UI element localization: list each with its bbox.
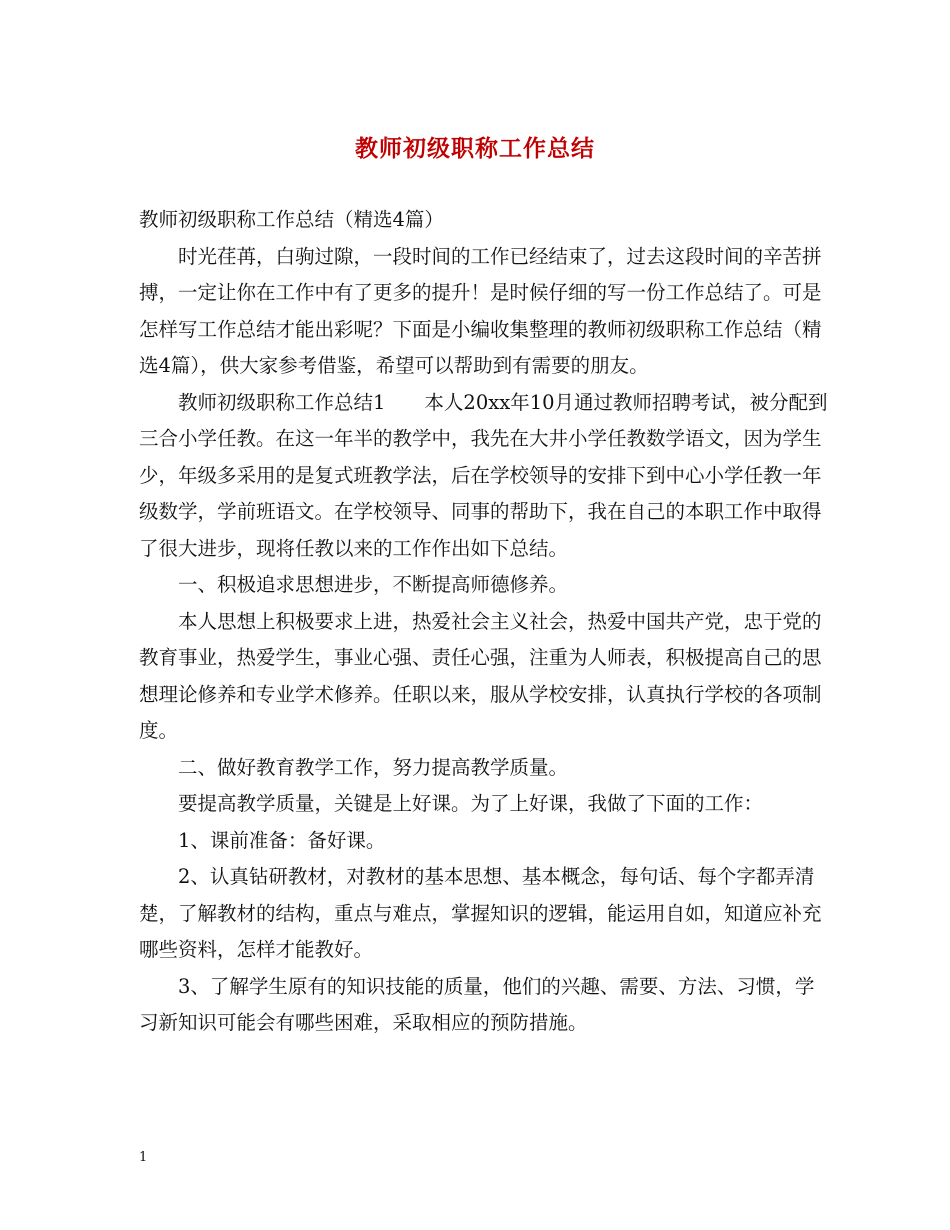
paragraph-summary-1: 教师初级职称工作总结1 本人20xx年10月通过教师招聘考试，被分配到三合小学任教。在这一年半的教学中，我先在大井小学任教数学语文，因为学生少，年级多采用的是复式班教学法，后在学校领导的安排下到中心小学任教一年级数学，学前班语文。在学校领导、同事的帮助下，我在自己的本职工作中取得了很大进步，现将任教以来的工作作出如下总结。 xyxy=(139,390,828,560)
subtitle-line: 教师初级职称工作总结（精选4篇） xyxy=(139,208,444,231)
section-heading-2: 二、做好教育教学工作，努力提高教学质量。 xyxy=(178,755,569,779)
paragraph-quality: 要提高教学质量，关键是上好课。为了上好课，我做了下面的工作： xyxy=(178,792,764,815)
document-title: 教师初级职称工作总结 xyxy=(355,135,595,162)
page-number: 1 xyxy=(139,1150,148,1165)
section-heading-1: 一、积极追求思想进步，不断提高师德修养。 xyxy=(178,573,569,596)
paragraph-thought: 本人思想上积极要求上进，热爱社会主义社会，热爱中国共产党，忠于党的教育事业，热爱学生，事业心强、责任心强，注重为人师表，积极提高自己的思想理论修养和专业学术修养。任职以来，服从学校安排，认真执行学校的各项制度。 xyxy=(139,609,822,742)
paragraph-intro: 时光荏苒，白驹过隙，一段时间的工作已经结束了，过去这段时间的辛苦拼搏，一定让你在工作中有了更多的提升！是时候仔细的写一份工作总结了。可是怎样写工作总结才能出彩呢？下面是小编收集整理的教师初级职称工作总结（精选4篇），供大家参考借鉴，希望可以帮助到有需要的朋友。 xyxy=(139,244,822,377)
list-item-2: 2、认真钻研教材，对教材的基本思想、基本概念，每句话、每个字都弄清楚，了解教材的结构，重点与难点，掌握知识的逻辑，能运用自如，知道应补充哪些资料，怎样才能教好。 xyxy=(139,865,822,961)
list-item-3: 3、了解学生原有的知识技能的质量，他们的兴趣、需要、方法、习惯，学习新知识可能会有哪些困难，采取相应的预防措施。 xyxy=(139,974,815,1034)
document-body xyxy=(139,202,829,1042)
list-item-1: 1、课前准备：备好课。 xyxy=(178,828,386,852)
